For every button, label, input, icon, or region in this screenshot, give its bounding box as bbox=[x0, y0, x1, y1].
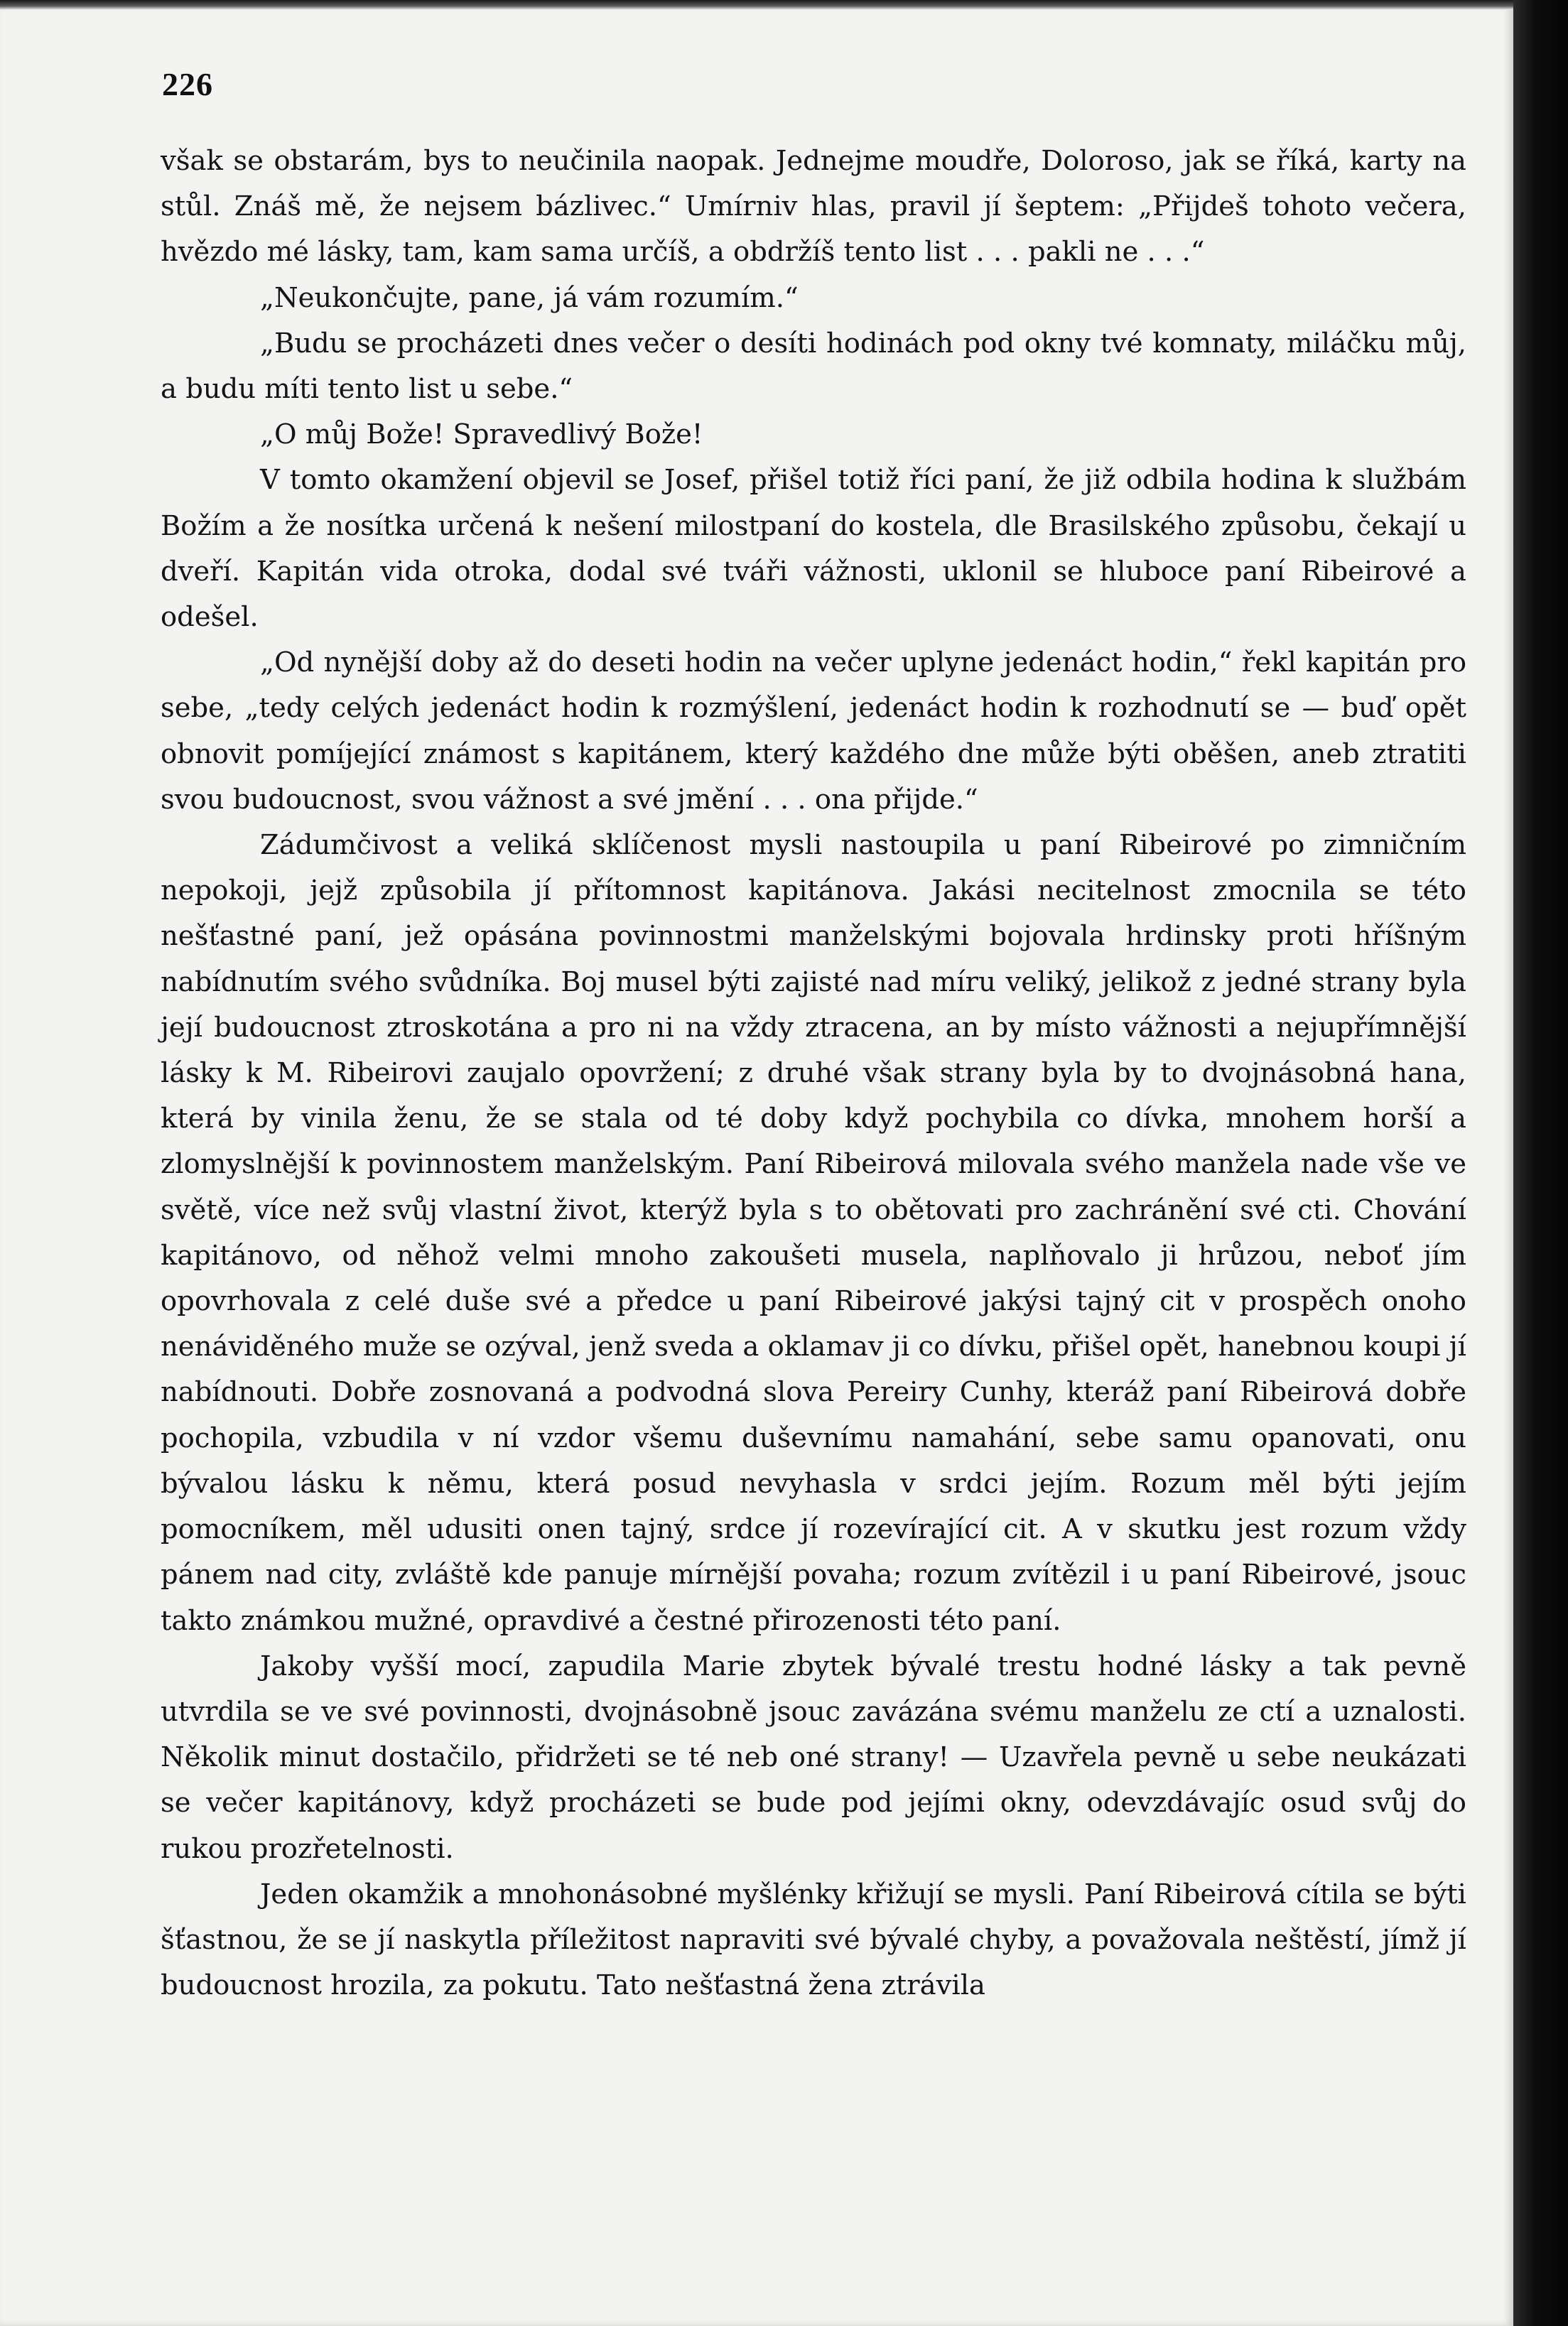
paragraph-9: Jeden okamžik a mnohonásobné myšlénky křižují se mysli. Paní Ribeirová cítila se býti šťastnou, že se jí naskytla příležitost napraviti své bývalé chyby, a považovala neštěstí, jímž jí budoucnost hrozila, za pokutu. Tato nešťastná žena ztrávila bbox=[161, 1878, 1466, 2002]
paragraph-8: Jakoby vyšší mocí, zapudila Marie zbytek bývalé trestu hodné lásky a tak pevně utvrdila se ve své povinnosti, dvojnásobně jsouc zavázána svému manželu ze ctí a uznalosti. Několik minut dostačilo, přidržeti se té neb oné strany! — Uzavřela pevně u sebe neukázati se večer kapitánovy, když procházeti se bude pod jejími okny, odevzdávajíc osud svůj do rukou prozřetelnosti. bbox=[161, 1650, 1466, 1865]
paragraph-4: „O můj Bože! Spravedlivý Bože! bbox=[260, 418, 703, 451]
paragraph-2: „Neukončujte, pane, já vám rozumím.“ bbox=[260, 281, 799, 314]
paragraph-1: však se obstarám, bys to neučinila naopak. Jednejme moudře, Doloroso, jak se říká, karty na stůl. Znáš mě, že nejsem bázlivec.“ Umírniv hlas, pravil jí šeptem: „Přijdeš tohoto večera, hvězdo mé lásky, tam, kam sama určíš, a obdržíš tento list . . . pakli ne . . .“ bbox=[161, 145, 1466, 269]
paragraph-7: Zádumčivost a veliká sklíčenost mysli nastoupila u paní Ribeirové po zimničním nepokoji, jejž způsobila jí přítomnost kapitánova. Jakási necitelnost zmocnila se této nešťastné paní, jež opásána povinnostmi manželskými bojovala hrdinsky proti hříšným nabídnutím svého svůdníka. Boj musel býti zajisté nad míru veliký, jelikož z jedné strany byla její budoucnost ztroskotána a pro ni na vždy ztracena, an by místo vážnosti a nejupřímnější lásky k M. Ribeirovi zaujalo opovržení; z druhé však strany byla by to dvojnásobná hana, která by vinila ženu, že se stala od té doby když pochybila co dívka, mnohem horší a zlomyslnější k povinnostem manželským. Paní Ribeirová milovala svého manžela nade vše ve světě, více než svůj vlastní život, kterýž byla s to obětovati pro zachránění své cti. Chování kapitánovo, od něhož velmi mnoho zakoušeti musela, naplňovalo ji hrůzou, neboť jím opovrhovala z celé duše své a předce u paní Ribeirové jakýsi tajný cit v prospěch onoho nenáviděného muže se ozýval, jenž sveda a oklamav ji co dívku, přišel opět, hanebnou koupi jí nabídnouti. Dobře zosnovaná a podvodná slova Pereiry Cunhy, kteráž paní Ribeirová dobře pochopila, vzbudila v ní vzdor všemu duševnímu namahání, sebe samu opanovati, onu bývalou lásku k němu, která posud nevyhasla v srdci jejím. Rozum měl býti jejím pomocníkem, měl udusiti onen tajný, srdce jí rozevírající cit. A v skutku jest rozum vždy pánem nad city, zvláště kde panuje mírnější povaha; rozum zvítězil i u paní Ribeirové, jsouc takto známkou mužné, opravdivé a čestné přirozenosti této paní. bbox=[161, 829, 1466, 1637]
page-top-shadow bbox=[0, 0, 1513, 10]
paragraph-5: V tomto okamžení objevil se Josef, přišel totiž říci paní, že již odbila hodina k službám Božím a že nosítka určená k nešení milostpaní do kostela, dle Brasilského způsobu, čekají u dveří. Kapitán vida otroka, dodal své tváři vážnosti, uklonil se hluboce paní Ribeirové a odešel. bbox=[161, 464, 1466, 634]
paragraph-3: „Budu se procházeti dnes večer o desíti hodinách pod okny tvé komnaty, miláčku můj, a budu míti tento list u sebe.“ bbox=[161, 327, 1466, 406]
paragraph-6: „Od nynější doby až do deseti hodin na večer uplyne jedenáct hodin,“ řekl kapitán pro sebe, „tedy celých jedenáct hodin k rozmýšlení, jedenáct hodin k rozhodnutí se — buď opět obnovit pomíjející známost s kapitánem, který každého dne může býti oběšen, aneb ztratiti svou budoucnost, svou vážnost a své jmění . . . ona přijde.“ bbox=[161, 647, 1466, 816]
page-number: 226 bbox=[162, 66, 213, 102]
body-text bbox=[161, 139, 1466, 2008]
scan-border-right bbox=[1513, 0, 1568, 2326]
